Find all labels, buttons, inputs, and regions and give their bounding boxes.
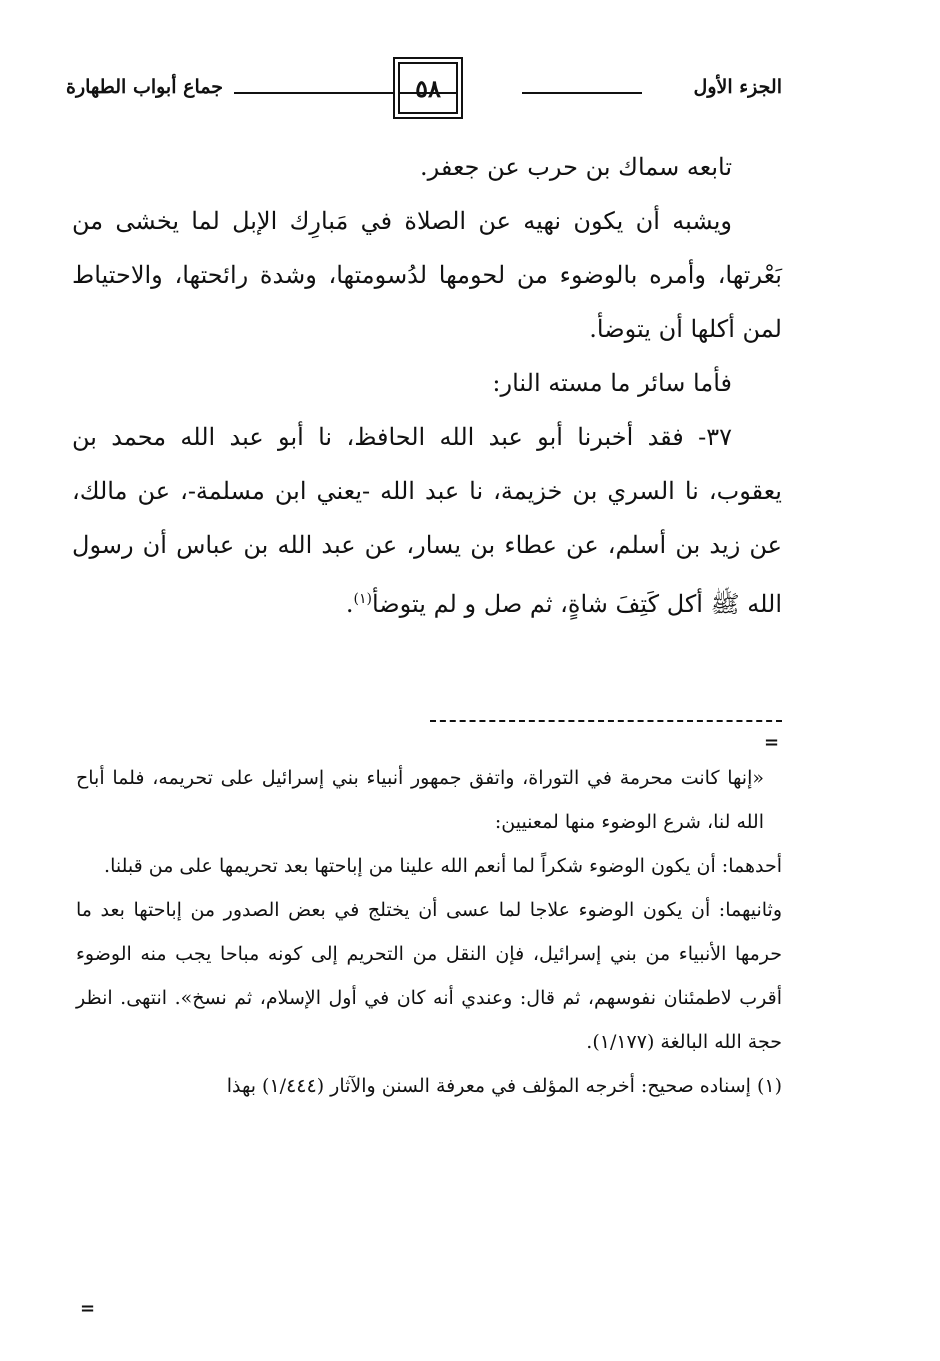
page-number: ٥٨ (415, 73, 441, 103)
paragraph-hadith-37 (72, 410, 782, 631)
page-number-box (398, 62, 458, 114)
book-title: جماع أبواب الطهارة (66, 76, 223, 98)
footnote-continuation-3: وثانيهما: أن يكون الوضوء علاجا لما عسى أن يختلج في بعض الصدور من إباحتها بعد ما حرمها الأنبياء من بني إسرائيل، فإن النقل من التحريم إلى كونه مباحا يجب منه الوضوء أقرب لاطمئنان نفوسهم، ثم قال: وعندي أنه كان في أول الإسلام، ثم نسخ». انتهى. انظر حجة الله البالغة (١/١٧٧). (76, 899, 782, 1053)
footnotes (76, 756, 782, 1108)
main-text (72, 140, 782, 631)
hadith-37-text: ٣٧- فقد أخبرنا أبو عبد الله الحافظ، نا أبو عبد الله محمد بن يعقوب، نا السري بن خزيمة، نا عبد الله -يعني ابن مسلمة-، عن مالك، عن زيد بن أسلم، عن عطاء بن يسار، عن عبد الله بن عباس أن رسول الله ﷺ أكل كَتِفَ شاةٍ، ثم صل و لم يتوضأ (72, 423, 782, 618)
running-header (66, 62, 782, 122)
footnote-separator (430, 720, 782, 722)
paragraph-3: فأما سائر ما مسته النار: (492, 369, 732, 397)
footnote-continuation-2: أحدهما: أن يكون الوضوء شكراً لما أنعم الله علينا من إباحتها بعد تحريمها على من قبلنا. (104, 855, 782, 877)
footnote-continue-mark: = (80, 1298, 96, 1319)
separator-equals-mark: = (764, 732, 780, 753)
footnote-continuation-1: «إنها كانت محرمة في التوراة، واتفق جمهور أنبياء بني إسرائيل على تحريمه، فلما أباح الله لنا، شرع الوضوء منها لمعنيين: (76, 767, 764, 833)
header-rule-right (522, 92, 642, 94)
part-title: الجزء الأول (693, 76, 782, 98)
paragraph-1: تابعه سماك بن حرب عن جعفر. (420, 153, 732, 181)
footnote-1: (١) إسناده صحيح: أخرجه المؤلف في معرفة السنن والآثار (١/٤٤٤) بهذا (226, 1075, 782, 1097)
hadith-37-period: . (345, 590, 354, 618)
paragraph-2: ويشبه أن يكون نهيه عن الصلاة في مَبارِك الإبل لما يخشى من بَعْرتها، وأمره بالوضوء من لحومها لدُسومتها، وشدة رائحتها، والاحتياط لمن أكلها أن يتوضأ. (72, 207, 782, 343)
footnote-reference: (١) (353, 591, 372, 607)
